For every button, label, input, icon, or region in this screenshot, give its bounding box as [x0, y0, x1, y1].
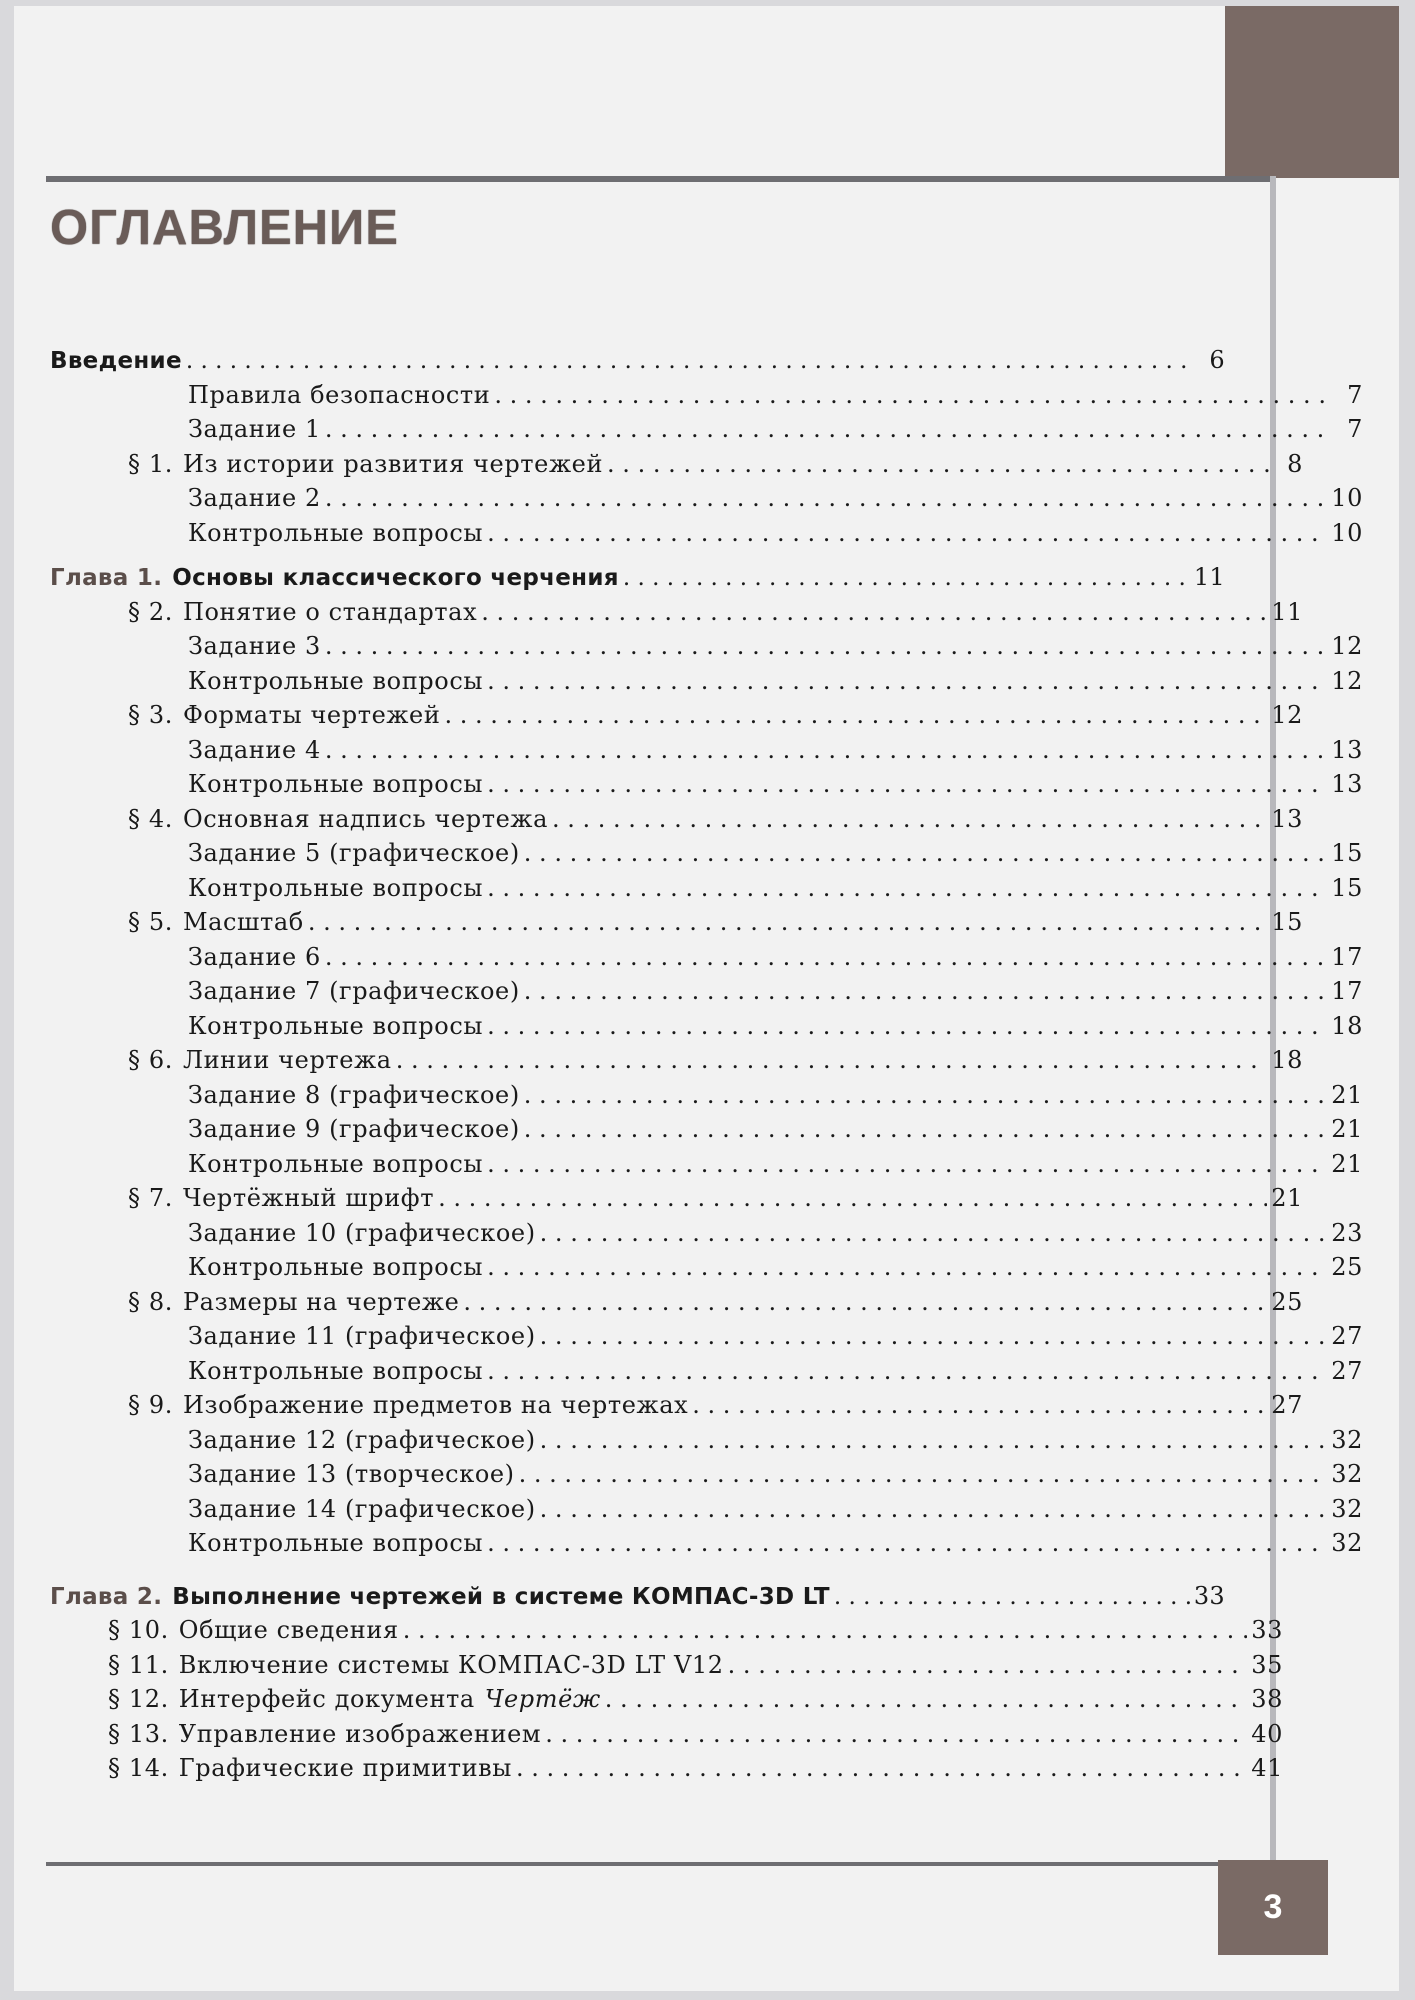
toc-entry-title: Контрольные вопросы — [188, 1253, 484, 1281]
toc-chapter-row[interactable] — [50, 346, 1225, 380]
toc-entry-title: Контрольные вопросы — [188, 666, 484, 695]
dot-leader — [463, 1288, 1267, 1316]
dot-leader — [516, 1754, 1247, 1782]
toc-page-number: 15 — [1331, 839, 1363, 867]
dot-leader — [545, 1720, 1247, 1748]
toc-entry-title: Правила безопасности — [188, 380, 491, 409]
dot-leader — [487, 1253, 1327, 1281]
toc-page-number: 23 — [1331, 1218, 1363, 1247]
toc-section-row[interactable] — [50, 701, 1303, 735]
toc-page-number: 15 — [1271, 908, 1303, 936]
dot-leader — [487, 1150, 1327, 1178]
toc-page-number: 17 — [1331, 942, 1363, 971]
footer-rule — [46, 1862, 1226, 1866]
dot-leader — [325, 632, 1327, 660]
toc-page-number: 35 — [1251, 1650, 1283, 1679]
header-color-band — [1225, 6, 1399, 178]
toc-entry-number: § 12. — [108, 1685, 169, 1713]
toc-page-number: 6 — [1209, 346, 1225, 374]
toc-entry-title: Линии чертежа — [182, 1046, 392, 1074]
toc-page-number: 18 — [1271, 1046, 1303, 1074]
dot-leader — [524, 1115, 1327, 1143]
toc-page-number: 32 — [1331, 1425, 1363, 1454]
toc-page-number: 21 — [1271, 1184, 1303, 1212]
dot-leader — [834, 1584, 1190, 1610]
toc-section-row[interactable] — [50, 1720, 1283, 1754]
dot-leader — [605, 1685, 1247, 1713]
toc-section-row[interactable] — [50, 1184, 1303, 1218]
toc-entry-number: § 9. — [128, 1391, 173, 1419]
toc-entry-title: Общие сведения — [178, 1616, 399, 1644]
dot-leader — [540, 1495, 1328, 1523]
toc-entry-title: Понятие о стандартах — [182, 597, 478, 626]
toc-page-number: 21 — [1331, 1149, 1363, 1178]
toc-entry-title: Введение — [50, 348, 182, 374]
toc-section-row[interactable] — [50, 908, 1303, 942]
dot-leader — [607, 450, 1271, 478]
header-rule — [46, 176, 1276, 182]
dot-leader — [524, 977, 1327, 1005]
dot-leader — [444, 701, 1267, 729]
toc-entry-title: Задание 14 (графическое) — [188, 1494, 536, 1523]
toc-subitem-row[interactable] — [50, 1322, 1363, 1356]
toc-page-number: 17 — [1331, 977, 1363, 1005]
toc-entry-title-italic: Чертёж — [484, 1685, 601, 1713]
dot-leader — [487, 519, 1327, 547]
toc-entry-title: Размеры на чертеже — [182, 1287, 460, 1316]
toc-entry-number: Глава 2. — [50, 1583, 163, 1610]
toc-subitem-row[interactable] — [50, 381, 1363, 415]
dot-leader — [692, 1391, 1267, 1419]
dot-leader — [487, 874, 1327, 902]
toc-entry-title: Контрольные вопросы — [188, 1149, 484, 1178]
dot-leader — [487, 667, 1327, 695]
toc-page-number: 21 — [1331, 1080, 1363, 1109]
toc-entry-title: Чертёжный шрифт — [182, 1184, 435, 1212]
toc-subitem-row[interactable] — [50, 770, 1363, 804]
toc-entry-number: § 10. — [108, 1616, 169, 1644]
toc-entry-title: Интерфейс документа — [178, 1685, 475, 1713]
toc-page-number: 38 — [1251, 1685, 1283, 1713]
toc-subitem-row[interactable] — [50, 1081, 1363, 1115]
toc-page-number: 40 — [1251, 1719, 1283, 1748]
dot-leader — [487, 1529, 1327, 1557]
dot-leader — [519, 1460, 1328, 1488]
toc-page-number: 25 — [1331, 1253, 1363, 1281]
toc-page-number: 7 — [1347, 415, 1363, 443]
dot-leader — [481, 598, 1267, 626]
toc-entry-title: Задание 7 (графическое) — [188, 977, 520, 1005]
dot-leader — [540, 1219, 1328, 1247]
toc-page-number: 13 — [1331, 735, 1363, 764]
toc-entry-number: § 13. — [108, 1719, 169, 1748]
toc-entry-title: Контрольные вопросы — [188, 1529, 484, 1557]
toc-page-number: 27 — [1271, 1391, 1303, 1419]
toc-entry-number: § 4. — [128, 804, 173, 833]
page-title: ОГЛАВЛЕНИЕ — [50, 201, 399, 255]
toc-page-number: 32 — [1331, 1494, 1363, 1523]
toc-entry-title: Контрольные вопросы — [188, 1011, 484, 1040]
dot-leader — [438, 1184, 1267, 1212]
toc-chapter-row[interactable] — [50, 1582, 1225, 1616]
page-number: 3 — [1218, 1860, 1328, 1955]
toc-section-row[interactable] — [50, 598, 1303, 632]
toc-subitem-row[interactable] — [50, 1357, 1363, 1391]
toc-page-number: 33 — [1193, 1581, 1225, 1610]
toc-entry-number: § 1. — [128, 449, 173, 478]
toc-entry-title: Задание 13 (творческое) — [188, 1460, 515, 1488]
toc-subitem-row[interactable] — [50, 736, 1363, 770]
dot-leader — [524, 1081, 1327, 1109]
toc-entry-number: Глава 1. — [50, 565, 163, 591]
toc-page-number: 18 — [1331, 1011, 1363, 1040]
toc-section-row[interactable] — [50, 1651, 1283, 1685]
toc-entry-number: § 8. — [128, 1287, 173, 1316]
toc-entry-title: Управление изображением — [178, 1719, 542, 1748]
toc-entry-number: § 11. — [108, 1650, 169, 1679]
toc-entry-title: Основы классического черчения — [172, 565, 619, 591]
toc-section-row[interactable] — [50, 1616, 1283, 1650]
toc-subitem-row[interactable] — [50, 1219, 1363, 1253]
dot-leader — [487, 1357, 1327, 1385]
toc-subitem-row[interactable] — [50, 977, 1363, 1011]
toc-subitem-row[interactable] — [50, 1115, 1363, 1149]
toc-page-number: 10 — [1331, 518, 1363, 547]
toc-entry-title: Графические примитивы — [178, 1754, 512, 1782]
toc-entry-title: Задание 4 — [188, 735, 321, 764]
toc-entry-number: § 3. — [128, 701, 173, 729]
toc-subitem-row[interactable] — [50, 1460, 1363, 1494]
toc-entry-title: Из истории развития чертежей — [182, 449, 604, 478]
dot-leader — [325, 736, 1327, 764]
toc-section-row[interactable] — [50, 1288, 1303, 1322]
toc-page-number: 12 — [1331, 666, 1363, 695]
dot-leader — [403, 1616, 1248, 1644]
toc-page-number: 11 — [1271, 597, 1303, 626]
toc-entry-title: Задание 12 (графическое) — [188, 1425, 536, 1454]
toc-subitem-row[interactable] — [50, 415, 1363, 449]
toc-page-number: 21 — [1331, 1115, 1363, 1143]
toc-section-row[interactable] — [50, 1391, 1303, 1425]
toc-page-number: 10 — [1331, 484, 1363, 512]
toc-subitem-row[interactable] — [50, 1253, 1363, 1287]
toc-entry-title: Задание 6 — [188, 942, 321, 971]
dot-leader — [728, 1651, 1248, 1679]
toc-entry-title: Включение системы КОМПАС-3D LT V12 — [178, 1650, 724, 1679]
dot-leader — [494, 381, 1331, 409]
toc-entry-number: § 6. — [128, 1046, 173, 1074]
dot-leader — [524, 839, 1327, 867]
dot-leader — [396, 1046, 1268, 1074]
dot-leader — [552, 805, 1267, 833]
toc-subitem-row[interactable] — [50, 632, 1363, 666]
toc-subitem-row[interactable] — [50, 519, 1363, 553]
toc-subitem-row[interactable] — [50, 1495, 1363, 1529]
toc-page-number: 13 — [1271, 804, 1303, 833]
toc-subitem-row[interactable] — [50, 667, 1363, 701]
toc-entry-title: Задание 5 (графическое) — [188, 839, 520, 867]
dot-leader — [308, 908, 1267, 936]
toc-section-row[interactable] — [50, 1754, 1283, 1788]
toc-subitem-row[interactable] — [50, 1426, 1363, 1460]
toc-page-number: 25 — [1271, 1287, 1303, 1316]
toc-section-row[interactable] — [50, 1685, 1283, 1719]
toc-page-number: 27 — [1331, 1322, 1363, 1350]
toc-entry-title: Задание 1 — [188, 415, 321, 443]
toc-subitem-row[interactable] — [50, 1529, 1363, 1563]
toc-section-row[interactable] — [50, 450, 1303, 484]
dot-leader — [540, 1426, 1328, 1454]
dot-leader — [540, 1322, 1328, 1350]
dot-leader — [186, 348, 1193, 374]
toc-entry-title: Изображение предметов на чертежах — [182, 1391, 689, 1419]
toc-entry-title: Контрольные вопросы — [188, 1356, 484, 1385]
toc-entry-title: Выполнение чертежей в системе КОМПАС-3D LT — [172, 1583, 830, 1610]
dot-leader — [623, 565, 1190, 591]
dot-leader — [325, 484, 1327, 512]
toc-page-number: 32 — [1331, 1460, 1363, 1488]
dot-leader — [487, 770, 1327, 798]
toc-entry-number: § 2. — [128, 597, 173, 626]
toc-subitem-row[interactable] — [50, 874, 1363, 908]
toc-page-number: 8 — [1287, 449, 1303, 478]
toc-entry-title: Задание 10 (графическое) — [188, 1218, 536, 1247]
toc-page-number: 12 — [1271, 701, 1303, 729]
toc-entry-title: Задание 3 — [188, 632, 321, 660]
dot-leader — [325, 415, 1331, 443]
toc-entry-title: Контрольные вопросы — [188, 770, 484, 798]
toc-entry-title: Контрольные вопросы — [188, 873, 484, 902]
toc-subitem-row[interactable] — [50, 484, 1363, 518]
toc-entry-title: Основная надпись чертежа — [182, 804, 548, 833]
toc-section-row[interactable] — [50, 1046, 1303, 1080]
toc-entry-title: Задание 9 (графическое) — [188, 1115, 520, 1143]
toc-entry-title: Форматы чертежей — [182, 701, 441, 729]
toc-page-number: 33 — [1251, 1616, 1283, 1644]
dot-leader — [487, 1012, 1327, 1040]
toc-subitem-row[interactable] — [50, 1012, 1363, 1046]
toc-page-number: 11 — [1193, 563, 1225, 591]
toc-page-number: 15 — [1331, 873, 1363, 902]
toc-page-number: 13 — [1331, 770, 1363, 798]
toc-chapter-row[interactable] — [50, 563, 1225, 597]
toc-entry-title: Задание 8 (графическое) — [188, 1080, 520, 1109]
toc-entry-number: § 14. — [108, 1754, 169, 1782]
dot-leader — [325, 943, 1327, 971]
toc-entry-title: Контрольные вопросы — [188, 518, 484, 547]
toc-page-number: 41 — [1251, 1754, 1283, 1782]
toc-subitem-row[interactable] — [50, 1150, 1363, 1184]
toc-entry-title: Задание 11 (графическое) — [188, 1322, 536, 1350]
toc-page-number: 32 — [1331, 1529, 1363, 1557]
toc-page-number: 7 — [1347, 380, 1363, 409]
toc-entry-number: § 7. — [128, 1184, 173, 1212]
toc-entry-title: Задание 2 — [188, 484, 321, 512]
toc-page-number: 12 — [1331, 632, 1363, 660]
toc-page-number: 27 — [1331, 1356, 1363, 1385]
toc-subitem-row[interactable] — [50, 839, 1363, 873]
toc-subitem-row[interactable] — [50, 943, 1363, 977]
toc-section-row[interactable] — [50, 805, 1303, 839]
toc-entry-number: § 5. — [128, 908, 173, 936]
toc-entry-title: Масштаб — [182, 908, 304, 936]
